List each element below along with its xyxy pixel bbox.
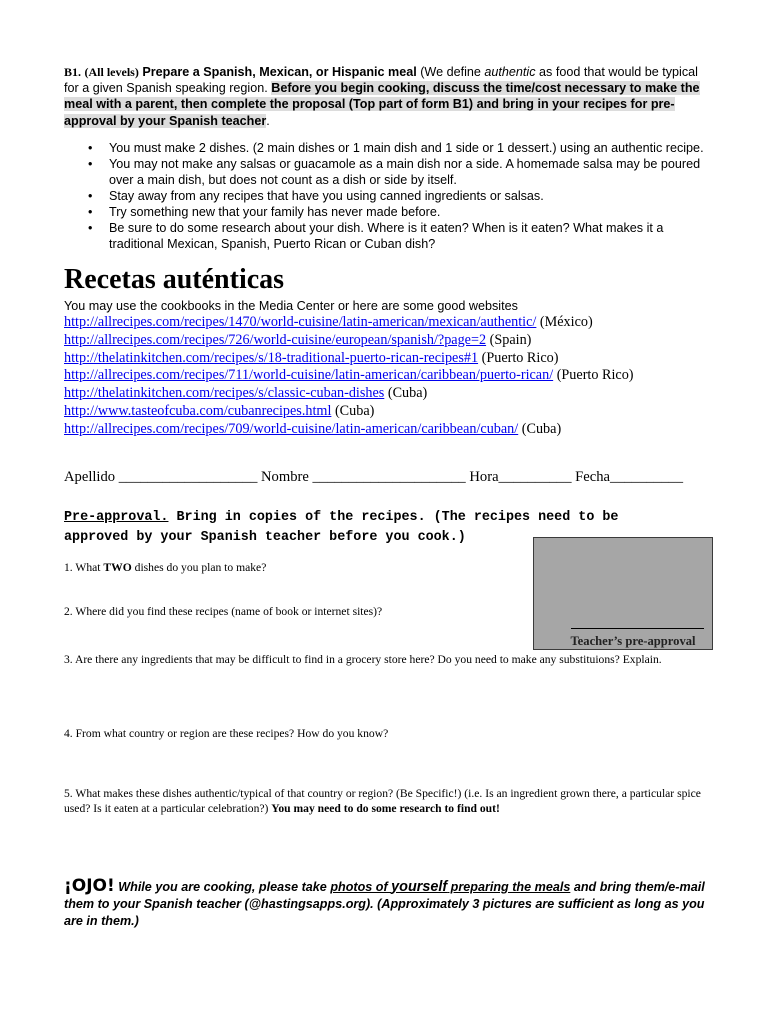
bullet-icon: •	[88, 189, 93, 203]
intro-paragraph	[64, 64, 712, 129]
question-5: 5. What makes these dishes authentic/typical of that country or region? (Be Specific!) (i.e. Is an ingredient grown there, a particular spice used? Is it eaten at a particular celebration?) You may need to do some research to find out!	[64, 787, 701, 815]
recipe-link[interactable]: http://www.tasteofcuba.com/cubanrecipes.html	[64, 402, 332, 419]
recipe-link-row	[64, 314, 634, 332]
recipe-link[interactable]: http://allrecipes.com/recipes/709/world-cuisine/latin-american/caribbean/cuban/	[64, 420, 519, 437]
recipe-link[interactable]: http://allrecipes.com/recipes/711/world-cuisine/latin-american/caribbean/puerto-rican/	[64, 367, 554, 384]
bullet-icon: •	[88, 157, 93, 171]
apellido-field[interactable]: Apellido ___________________	[64, 469, 262, 485]
recipe-link-row	[64, 385, 634, 403]
preapproval-text: Bring in copies of the recipes. (The recipes need to be approved by your Spanish teacher before you cook.)	[64, 510, 619, 545]
level-note: (All levels)	[84, 65, 139, 79]
fecha-field[interactable]: Fecha__________	[575, 469, 683, 485]
ojo-note: ¡OJO! While you are cooking, please take photos of yourself preparing the meals and bring them/e-mail them to your Spanish teacher (@hastingsapps.org). (Approximately 3 pictures are sufficient as long as you are in them.)	[64, 876, 705, 928]
intro-highlight: Before you begin cooking, discuss the time/cost necessary to make the meal with a parent, then complete the proposal (Top part of form B1) and bring in your recipes for pre-approval by your Spanish teacher	[64, 81, 700, 128]
intro-definition-pre: (We define	[416, 65, 485, 79]
recipe-link[interactable]: http://allrecipes.com/recipes/1470/world-cuisine/latin-american/mexican/authentic/	[64, 314, 537, 330]
signature-line[interactable]	[571, 628, 704, 629]
question-4: 4. From what country or region are these recipes? How do you know?	[64, 727, 389, 740]
link-region: (Cuba)	[518, 420, 562, 437]
recipe-link-row	[64, 367, 634, 385]
preapproval-label: Pre-approval.	[64, 510, 169, 525]
link-region: (Puerto Rico)	[478, 349, 559, 366]
link-region: (Cuba)	[331, 402, 375, 419]
rule-item: • You may not make any salsas or guacamole as a main dish nor a side. A homemade salsa may be poured over a main dish, but does not count as a dish or side by itself.	[88, 157, 701, 187]
intro-definition-post: as food that would be typical for a given Spanish speaking region.	[64, 65, 698, 96]
rule-item: • Try something new that your family has never made before.	[88, 205, 441, 219]
recipe-link-row	[64, 350, 634, 368]
ojo-exclaim: ¡OJO!	[64, 876, 115, 896]
bullet-icon: •	[88, 141, 93, 155]
question-3: 3. Are there any ingredients that may be difficult to find in a grocery store here? Do you need to make any substituions? Explain.	[64, 653, 662, 666]
bullet-icon: •	[88, 221, 93, 235]
student-info-fields	[64, 468, 683, 486]
bullet-icon: •	[88, 205, 93, 219]
link-region: (Spain)	[486, 331, 532, 348]
level-code: B1.	[64, 65, 82, 79]
recipe-link-row	[64, 332, 634, 350]
teacher-approval-label: Teacher’s pre-approval	[570, 634, 696, 648]
rules-list	[64, 140, 714, 252]
intro-title: Prepare a Spanish, Mexican, or Hispanic meal	[142, 65, 417, 79]
link-region: (Puerto Rico)	[553, 367, 634, 384]
recipe-link[interactable]: http://thelatinkitchen.com/recipes/s/18-traditional-puerto-rican-recipes#1	[64, 349, 479, 366]
question-1: 1. What TWO dishes do you plan to make?	[64, 561, 267, 574]
link-region: (Cuba)	[384, 385, 428, 402]
question-2: 2. Where did you find these recipes (name of book or internet sites)?	[64, 605, 383, 618]
rule-item: • Be sure to do some research about your dish. Where is it eaten? When is it eaten? What makes it a traditional Mexican, Spanish, Puerto Rican or Cuban dish?	[88, 221, 664, 251]
nombre-field[interactable]: Nombre _____________________	[261, 469, 470, 485]
intro-end: .	[266, 113, 270, 128]
recipe-link-row	[64, 403, 634, 421]
rule-item: • You must make 2 dishes. (2 main dishes or 1 main dish and 1 side or 1 dessert.) using an authentic recipe.	[88, 141, 704, 155]
intro-definition-word: authentic	[484, 65, 536, 79]
recipe-links	[64, 314, 634, 439]
link-region: (México)	[536, 314, 593, 330]
recipe-link[interactable]: http://allrecipes.com/recipes/726/world-cuisine/european/spanish/?page=2	[64, 331, 487, 348]
recipe-link-row	[64, 421, 634, 439]
recipe-link[interactable]: http://thelatinkitchen.com/recipes/s/classic-cuban-dishes	[64, 385, 385, 402]
rule-item: • Stay away from any recipes that have you using canned ingredients or salsas.	[88, 189, 544, 203]
recetas-heading: Recetas auténticas	[64, 264, 285, 295]
cookbooks-text: You may use the cookbooks in the Media Center or here are some good websites	[64, 299, 518, 313]
hora-field[interactable]: Hora__________	[469, 469, 576, 485]
